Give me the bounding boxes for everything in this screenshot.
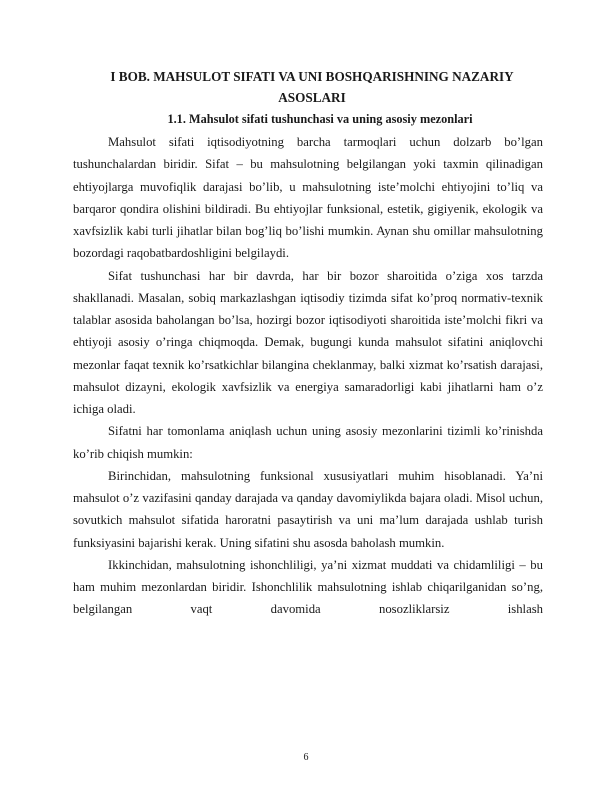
- paragraph: Mahsulot sifati iqtisodiyotning barcha tarmoqlari uchun dolzarb bo’lgan tushunchalardan biridir. Sifat – bu mahsulotning belgilangan yoki taxmin qilinadigan ehtiyojlarga muvofiqlik darajasi bo’lib, u mahsulotning iste’molchi ehtiyojini to’liq va barqaror qondira olishini bildiradi. Bu ehtiyojlar funksional, estetik, gigiyenik, ekologik va xavfsizlik kabi turli jihatlar bilan bog’liq bo’lishi mumkin. Aynan shu omillar mahsulotning bozordagi raqobatbardoshligini belgilaydi.: [73, 135, 543, 261]
- chapter-title-line1: I BOB. MAHSULOT SIFATI VA UNI BOSHQARISHNING NAZARIY: [110, 69, 514, 84]
- document-page: [73, 66, 543, 621]
- paragraph: Birinchidan, mahsulotning funksional xususiyatlari muhim hisoblanadi. Ya’ni mahsulot o’z vazifasini qanday darajada va qanday davomiylikda bajara oladi. Misol uchun, sovutkich mahsulot sifatida haroratni pasaytirish va uni ma’lum darajada ushlab turish funksiyasini bajarishi kerak. Uning sifatini shu asosda baholash mumkin.: [73, 468, 543, 550]
- page-number: 6: [303, 752, 309, 763]
- paragraph: Sifatni har tomonlama aniqlash uchun uning asosiy mezonlarini tizimli ko’rinishda ko’rib chiqish mumkin:: [73, 424, 543, 461]
- chapter-title-line2: ASOSLARI: [278, 90, 346, 105]
- section-title: 1.1. Mahsulot sifati tushunchasi va uning asosiy mezonlari: [167, 112, 473, 126]
- paragraph: Ikkinchidan, mahsulotning ishonchliligi, ya’ni xizmat muddati va chidamliligi – bu ham muhim mezonlardan biridir. Ishonchlilik mahsulotning ishlab chiqarilganidan so’ng, belgilangan vaqt davomida nosozliklarsiz ishlash: [73, 557, 543, 617]
- chapter-title: [73, 66, 543, 108]
- paragraph: Sifat tushunchasi har bir davrda, har bir bozor sharoitida o’ziga xos tarzda shakllanadi. Masalan, sobiq markazlashgan iqtisodiy tizimda sifat ko’proq normativ-texnik talablar asosida baholangan bo’lsa, hozirgi bozor iqtisodiyoti sharoitida iste’molchi fikri va ehtiyoji asosiy o’ringa chiqmoqda. Demak, bugungi kunda mahsulot sifatini aniqlovchi mezonlar faqat texnik ko’rsatkichlar bilangina cheklanmay, balki xizmat ko’rsatish darajasi, mahsulot dizayni, ekologik xavfsizlik va energiya samaradorligi kabi jihatlarni ham o’z ichiga oladi.: [73, 268, 543, 416]
